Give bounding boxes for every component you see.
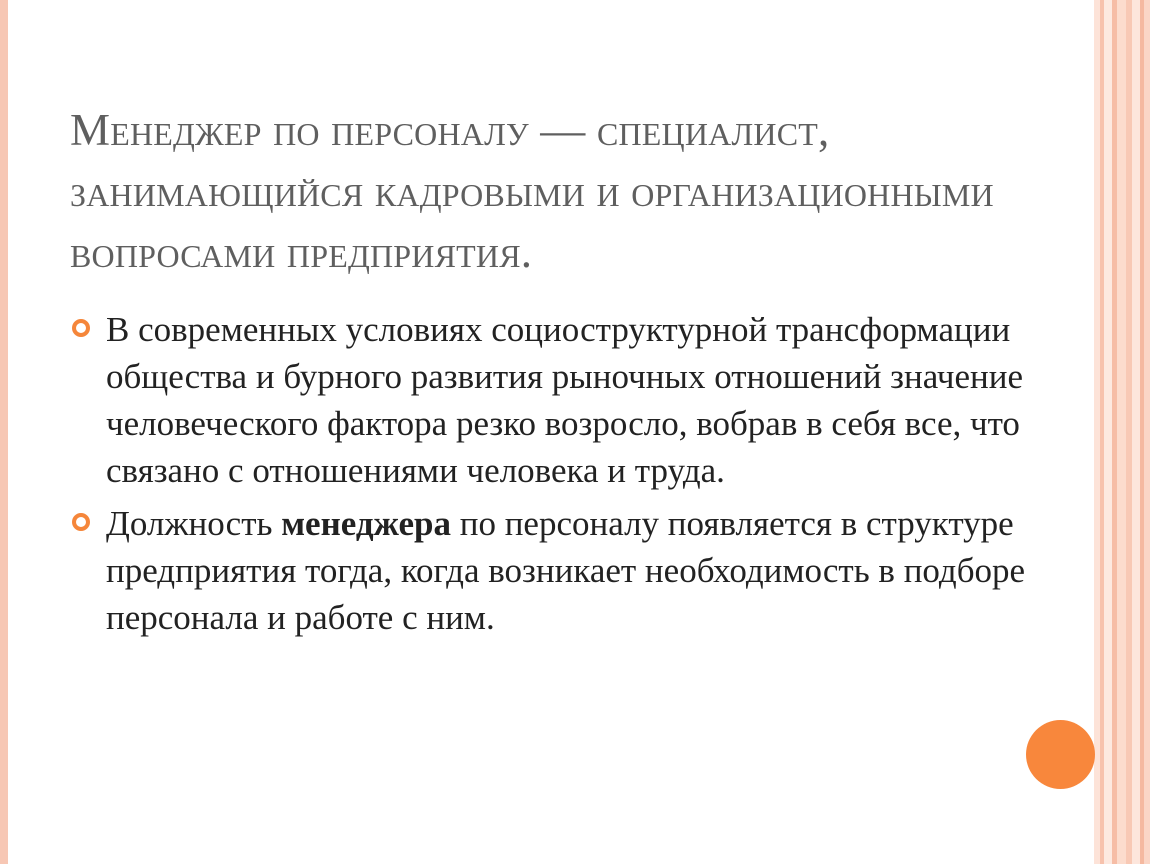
stripe — [1144, 0, 1150, 864]
right-decorative-stripes — [1094, 0, 1150, 864]
bullet-text: В современных условиях социоструктурной трансформации общества и бурного развития рыночных отношений значение человеческого фактора резко возросло, вобрав в себя все, что связано с отношениями человека и труда. — [106, 310, 1024, 490]
bullet-text: Должность — [106, 504, 282, 543]
bullet-bold-text: менеджера — [281, 504, 451, 543]
bullet-list — [72, 306, 1062, 647]
slide-title: Менеджер по персоналу — специалист, занимающийся кадровыми и организационными вопросами предприятия. — [70, 105, 994, 277]
orange-circle-decoration — [1026, 720, 1095, 789]
stripe — [1132, 0, 1140, 864]
bullet-item — [72, 306, 1062, 494]
bullet-item — [72, 500, 1062, 641]
ring-bullet-icon — [72, 319, 90, 337]
left-border-stripe — [0, 0, 8, 864]
stripe — [1104, 0, 1112, 864]
bullet-text-continued: по персоналу появляется в структуре предприятия тогда, когда возникает необходимость в подборе персонала и работе с ним. — [106, 504, 1026, 637]
stripe — [1117, 0, 1126, 864]
ring-bullet-icon — [72, 513, 90, 531]
